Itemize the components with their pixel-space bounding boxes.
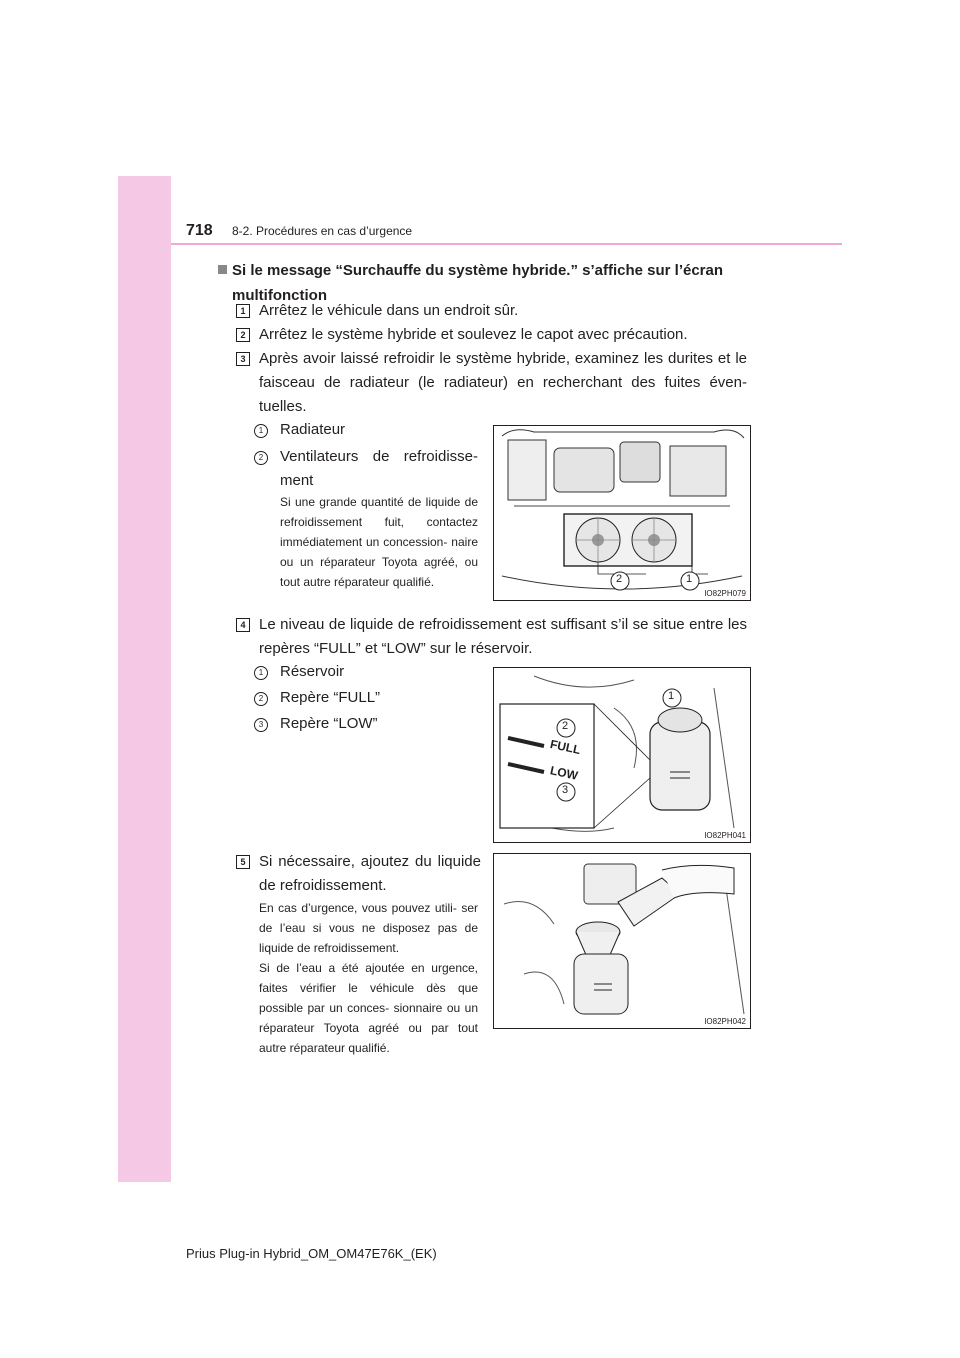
low-mark-text: LOW: [548, 763, 580, 783]
refill-illustration: [494, 854, 750, 1028]
fig2-callout-2: 2: [562, 720, 569, 732]
fig2-callout-1: 1: [668, 690, 675, 702]
engine-bay-figure: [493, 425, 751, 601]
step-text-1: Arrêtez le véhicule dans un endroit sûr.: [259, 302, 519, 319]
step-number-4: 4: [236, 618, 250, 632]
fig3-note-check: Si de l’eau a été ajoutée en urgence, faites vérifier le véhicule dès que possible par un conces- sionnaire ou un réparateur Toyota agréé ou par tout autre réparateur qualifié.: [259, 961, 478, 1055]
step-text-3: Après avoir laissé refroidir le système hybride, examinez les durites et le faisceau de radiateur (le radiateur) en recherchant des fuites éven- tuelles.: [259, 350, 747, 415]
figure-id: IO82PH041: [704, 831, 746, 840]
callout-number: 2: [254, 692, 268, 706]
fig1-label-radiator: Radiateur: [280, 421, 346, 438]
step-text-5: Si nécessaire, ajoutez du liquide de refroidissement.: [259, 853, 481, 894]
step-number-5: 5: [236, 855, 250, 869]
section-title: 8-2. Procédures en cas d’urgence: [232, 224, 413, 238]
reservoir-illustration: [494, 668, 750, 842]
fig2-label-full: Repère “FULL”: [280, 689, 381, 706]
step-number-1: 1: [236, 304, 250, 318]
callout-number: 1: [254, 666, 268, 680]
figure-id: IO82PH079: [704, 589, 746, 598]
step-number-2: 2: [236, 328, 250, 342]
step-text-2: Arrêtez le système hybride et soulevez le capot avec précaution.: [259, 326, 688, 343]
fig3-note-water: En cas d’urgence, vous pouvez utili- ser de l’eau si vous ne disposez pas de liquide de refroidissement.: [259, 901, 478, 955]
heading-bullet-icon: [218, 265, 227, 274]
fig1-callout-1: 1: [686, 573, 693, 585]
page-number: 718: [186, 222, 213, 239]
fig1-label-fans: Ventilateurs de refroidisse- ment: [280, 448, 478, 489]
step-text-4: Le niveau de liquide de refroidissement est suffisant s’il se situe entre les repères “FULL” et “LOW” sur le réservoir.: [259, 616, 747, 657]
header-rule: [171, 243, 842, 245]
callout-number: 3: [254, 718, 268, 732]
fig2-label-reservoir: Réservoir: [280, 663, 345, 680]
chapter-sidebar-tab: [118, 176, 171, 1182]
fig2-label-low: Repère “LOW”: [280, 715, 378, 732]
callout-number: 1: [254, 424, 268, 438]
callout-number: 2: [254, 451, 268, 465]
reservoir-figure: [493, 667, 751, 843]
full-mark-text: FULL: [548, 736, 582, 758]
fig2-callout-3: 3: [562, 784, 569, 796]
procedure-heading: Si le message “Surchauffe du système hybride.” s’affiche sur l’écran multifonction: [232, 258, 747, 308]
fig1-note: Si une grande quantité de liquide de refroidissement fuit, contactez immédiatement un concession- naire ou un réparateur Toyota agréé, ou tout autre réparateur qualifié.: [280, 495, 478, 589]
step-number-3: 3: [236, 352, 250, 366]
refill-figure: [493, 853, 751, 1029]
footer-document-id: Prius Plug-in Hybrid_OM_OM47E76K_(EK): [186, 1246, 437, 1261]
fig1-callout-2: 2: [616, 573, 623, 585]
figure-id: IO82PH042: [704, 1017, 746, 1026]
